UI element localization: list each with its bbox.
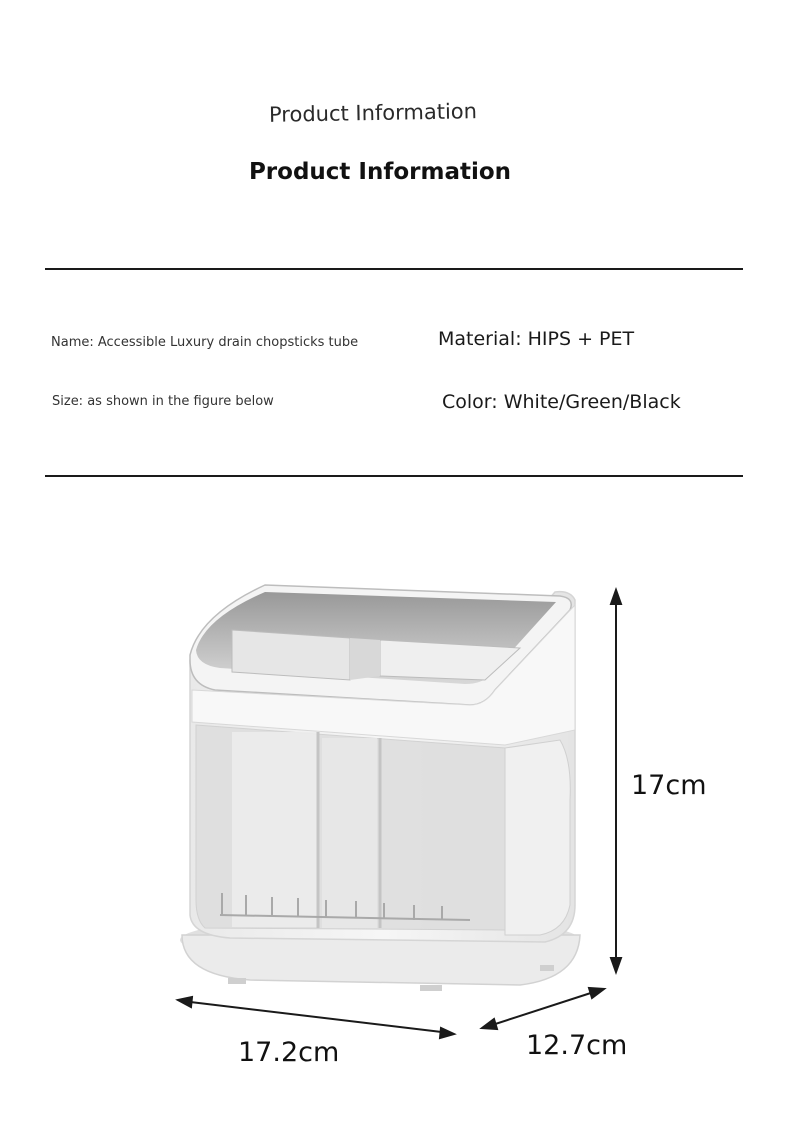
header-title: Product Information xyxy=(268,99,478,127)
dimension-height-label: 17cm xyxy=(631,770,707,801)
holder-body xyxy=(190,585,575,942)
spec-color: Color: White/Green/Black xyxy=(442,391,681,413)
dimension-width-label: 17.2cm xyxy=(238,1037,340,1068)
spec-size: Size: as shown in the figure below xyxy=(52,394,274,409)
spec-material: Material: HIPS + PET xyxy=(438,328,635,350)
spec-name: Name: Accessible Luxury drain chopsticks tube xyxy=(51,335,359,350)
dimension-depth-label: 12.7cm xyxy=(526,1030,628,1061)
header-title-bold: Product Information xyxy=(248,159,512,185)
